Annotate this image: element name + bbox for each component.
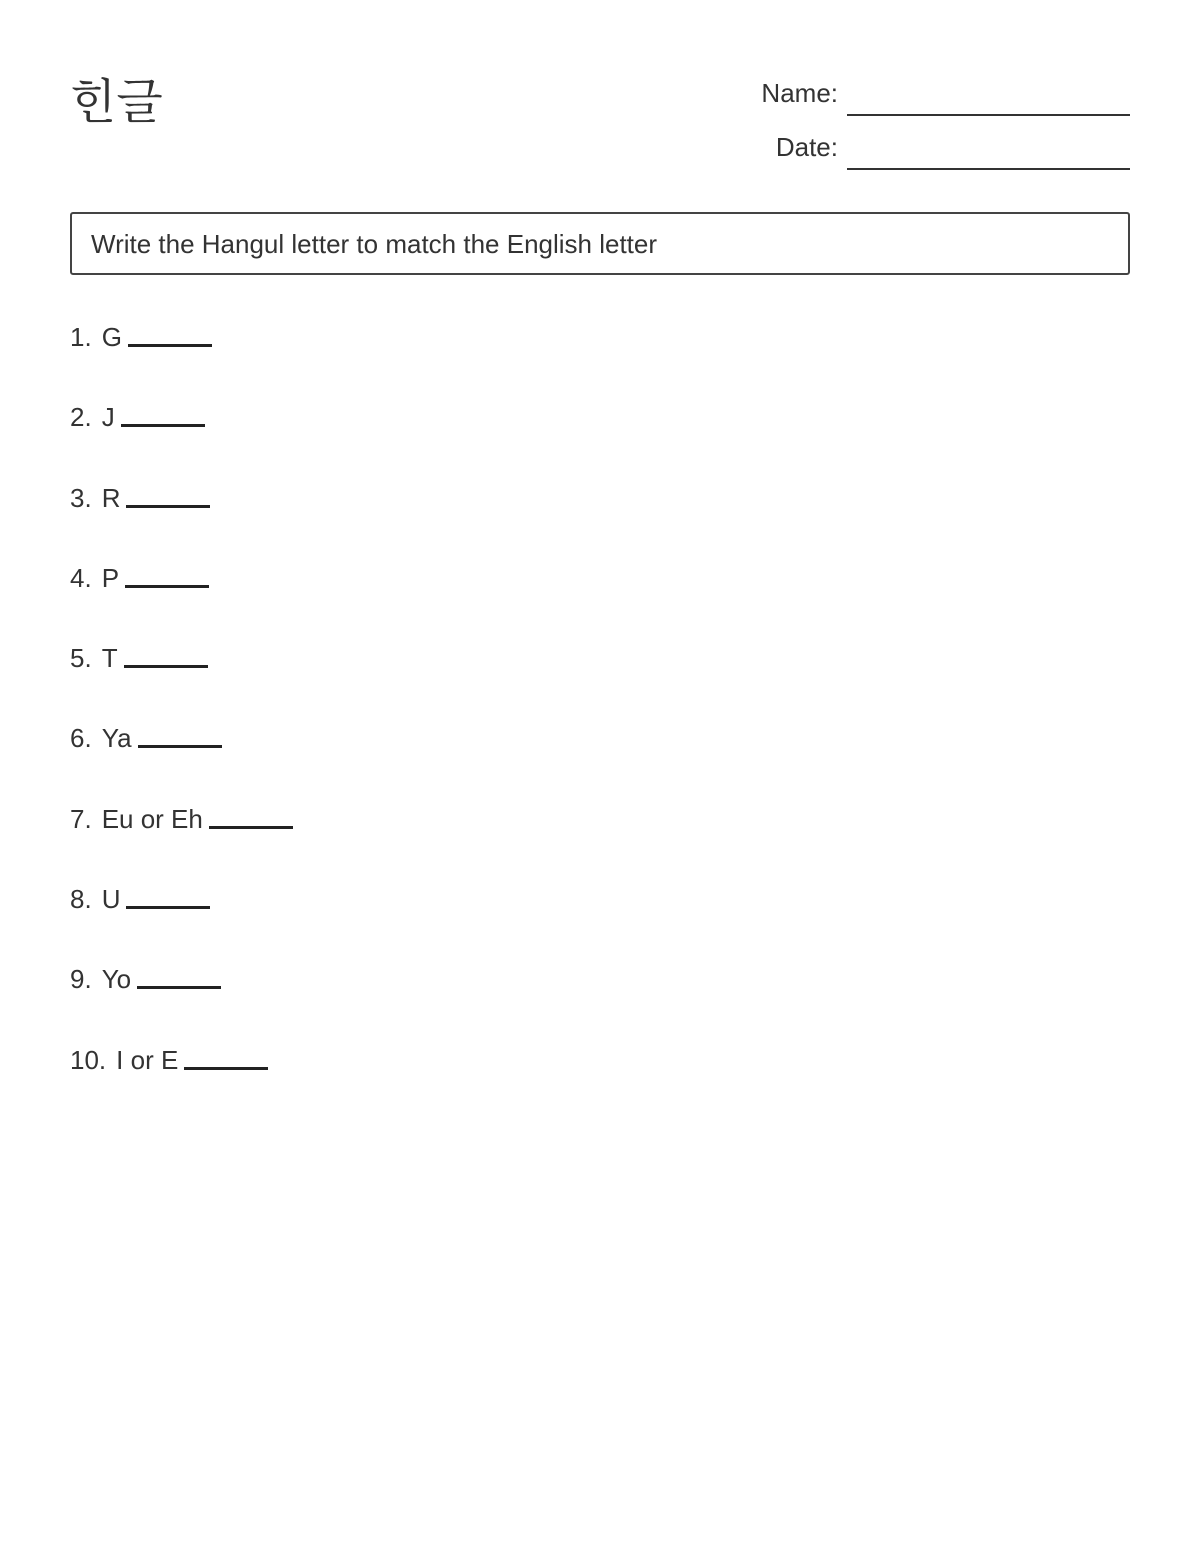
- question-number: 2.: [70, 402, 92, 433]
- answer-blank[interactable]: [126, 882, 210, 909]
- question-prompt: Ya: [101, 723, 132, 754]
- instructions-text: Write the Hangul letter to match the English letter: [91, 229, 658, 259]
- name-field[interactable]: [847, 114, 1130, 116]
- question-prompt: T: [101, 643, 118, 674]
- question-number: 9.: [70, 964, 92, 995]
- question-number: 3.: [70, 482, 92, 513]
- question-list: [70, 320, 293, 1123]
- answer-blank[interactable]: [125, 561, 209, 588]
- date-field[interactable]: [847, 168, 1130, 170]
- answer-blank[interactable]: [126, 481, 210, 508]
- question-item: [70, 320, 293, 400]
- question-prompt: Eu or Eh: [101, 803, 203, 834]
- page-title: 힌글: [70, 74, 163, 130]
- question-item: [70, 802, 293, 882]
- date-field-row: [700, 130, 1130, 170]
- question-number: 7.: [70, 803, 92, 834]
- date-label: Date:: [775, 132, 838, 162]
- question-item: [70, 1043, 293, 1123]
- question-prompt: U: [101, 884, 121, 915]
- question-number: 6.: [70, 723, 92, 754]
- name-label: Name:: [761, 78, 838, 108]
- answer-blank[interactable]: [209, 802, 293, 829]
- answer-blank[interactable]: [128, 320, 212, 347]
- question-item: [70, 400, 293, 480]
- question-number: 4.: [70, 562, 92, 593]
- question-prompt: Yo: [101, 964, 132, 995]
- question-number: 5.: [70, 643, 92, 674]
- answer-blank[interactable]: [138, 721, 222, 748]
- name-field-row: [700, 76, 1130, 116]
- answer-blank[interactable]: [184, 1043, 268, 1070]
- question-item: [70, 882, 293, 962]
- question-prompt: I or E: [116, 1044, 179, 1075]
- question-prompt: G: [101, 322, 122, 352]
- question-item: [70, 721, 293, 801]
- instructions-box: [70, 212, 1130, 275]
- question-item: [70, 481, 293, 561]
- answer-blank[interactable]: [137, 962, 221, 989]
- question-item: [70, 641, 293, 721]
- question-prompt: J: [101, 402, 115, 433]
- question-item: [70, 962, 293, 1042]
- answer-blank[interactable]: [121, 400, 205, 427]
- answer-blank[interactable]: [124, 641, 208, 668]
- question-prompt: R: [101, 482, 121, 513]
- question-number: 1.: [70, 322, 92, 352]
- question-number: 8.: [70, 884, 92, 915]
- question-number: 10.: [70, 1044, 107, 1075]
- question-item: [70, 561, 293, 641]
- question-prompt: P: [101, 562, 120, 593]
